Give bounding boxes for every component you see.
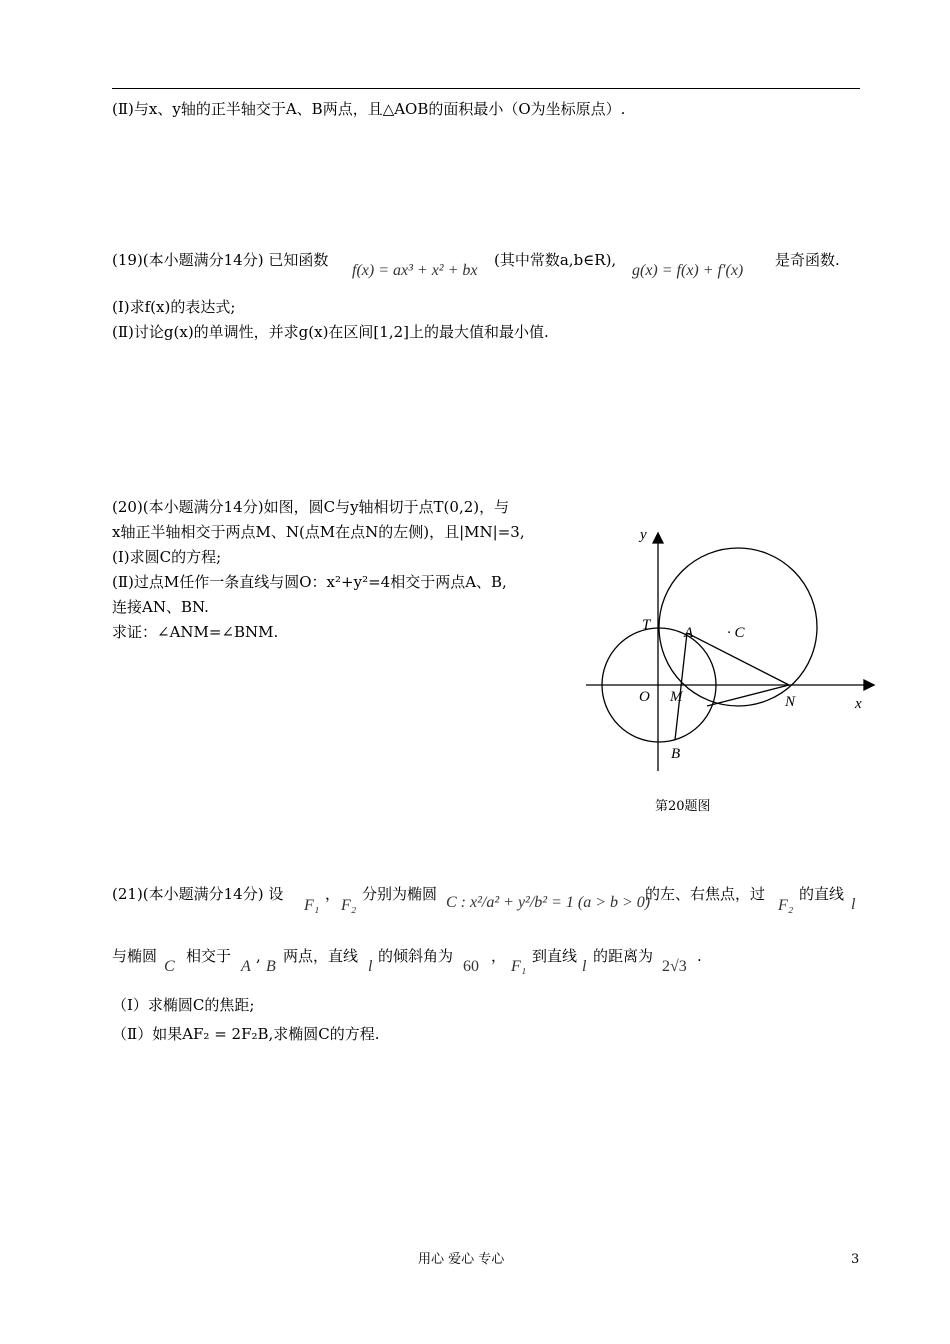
q19-line1 (112, 250, 328, 270)
label-m: M (670, 689, 683, 705)
q21-l: l (851, 896, 856, 913)
q18-part2 (112, 99, 625, 119)
q19-tail: 是奇函数. (775, 251, 840, 269)
label-n: N (785, 694, 796, 710)
q19-intro: 已知函数 (268, 251, 329, 269)
q20-line6: 求证：∠ANM=∠BNM. (112, 623, 279, 641)
q20-line5: 连接AN、BN. (112, 598, 209, 616)
q21-b: B (266, 958, 276, 975)
q21-line1-b: 分别为椭圆 (362, 885, 438, 903)
q21-angle: 60 (463, 958, 479, 975)
q19-head: (19)(本小题满分14分) (112, 251, 264, 269)
q21-line2-e: 到直线 (532, 947, 578, 965)
q19-part2: (Ⅱ)讨论g(x)的单调性，并求g(x)在区间[1,2]上的最大值和最小值. (112, 323, 549, 341)
q21-dist: 2√3 (662, 958, 687, 975)
q21-f2-b: F₂ (778, 897, 794, 914)
label-o: O (639, 689, 650, 705)
q20-line1 (112, 497, 509, 517)
q21-line2-b: 相交于 (186, 947, 232, 965)
label-x: x (855, 696, 862, 712)
q21-part1: （Ⅰ）求椭圆C的焦距; (112, 996, 255, 1014)
label-a: A (684, 625, 694, 641)
label-y: y (640, 527, 647, 543)
q21-line1-d: 的直线 (799, 885, 845, 903)
q19-fx: f(x) = ax³ + x² + bx (352, 262, 478, 279)
q21-line2-a: 与椭圆 (112, 947, 158, 965)
q20-caption: 第20题图 (655, 799, 711, 814)
q18-part2-text: (Ⅱ)与x、y轴的正半轴交于A、B两点，且△AOB的面积最小（O为坐标原点）. (112, 100, 626, 118)
q21-line2-f: 的距离为 (593, 947, 654, 965)
y-axis-arrow (653, 533, 663, 543)
q21-l-2: l (368, 958, 373, 975)
label-c: · C (727, 625, 745, 641)
q21-ellipse (446, 880, 650, 912)
q19-part1: (Ⅰ)求f(x)的表达式; (112, 298, 236, 316)
q21-l-3: l (582, 958, 587, 975)
q21-line2-d: 的倾斜角为 (378, 947, 454, 965)
label-b: B (671, 746, 681, 762)
q21-line1-a: 设 (268, 885, 284, 903)
header-rule (112, 88, 860, 89)
q21-c: C (164, 958, 175, 975)
q20-head: (20)(本小题满分14分) (112, 498, 264, 516)
page-number: 3 (851, 1252, 860, 1267)
footer-center: 用心 爱心 专心 (418, 1252, 505, 1267)
q21-line1-c: 的左、右焦点，过 (645, 885, 766, 903)
q21-period: . (697, 947, 702, 965)
q21-comma: ， (325, 885, 341, 903)
q21-comma-3: ， (491, 947, 507, 965)
q19-condition: (其中常数a,b∈R), (494, 251, 617, 269)
label-t: T (642, 617, 651, 633)
q19-gx: g(x) = f(x) + f′(x) (632, 262, 744, 279)
q21-f2: F₂ (341, 897, 357, 914)
q20-figure (580, 515, 880, 795)
q21-head: (21)(本小题满分14分) (112, 885, 264, 903)
q21-head-block (112, 884, 283, 904)
q20-line2: x轴正半轴相交于两点M、N(点M在点N的左侧)，且|MN|=3, (112, 523, 525, 541)
q20-part2: (Ⅱ)过点M任作一条直线与圆O：x²+y²=4相交于两点A、B, (112, 573, 507, 591)
q21-line2-c: 两点，直线 (283, 947, 359, 965)
q20-part1: (Ⅰ)求圆C的方程; (112, 548, 222, 566)
q21-comma-2: , (256, 947, 261, 965)
x-axis-arrow (864, 680, 874, 690)
q21-part2: （Ⅱ）如果AF₂ = 2F₂B,求椭圆C的方程. (112, 1025, 380, 1043)
q21-ellipse-text: C : x²/a² + y²/b² = 1 (a > b > 0) (446, 894, 651, 911)
q21-f1: F₁ (304, 897, 320, 914)
q21-a: A (241, 958, 251, 975)
q20-line1-text: 如图，圆C与y轴相切于点T(0,2)，与 (263, 498, 510, 516)
q21-f1-b: F₁ (511, 958, 527, 975)
